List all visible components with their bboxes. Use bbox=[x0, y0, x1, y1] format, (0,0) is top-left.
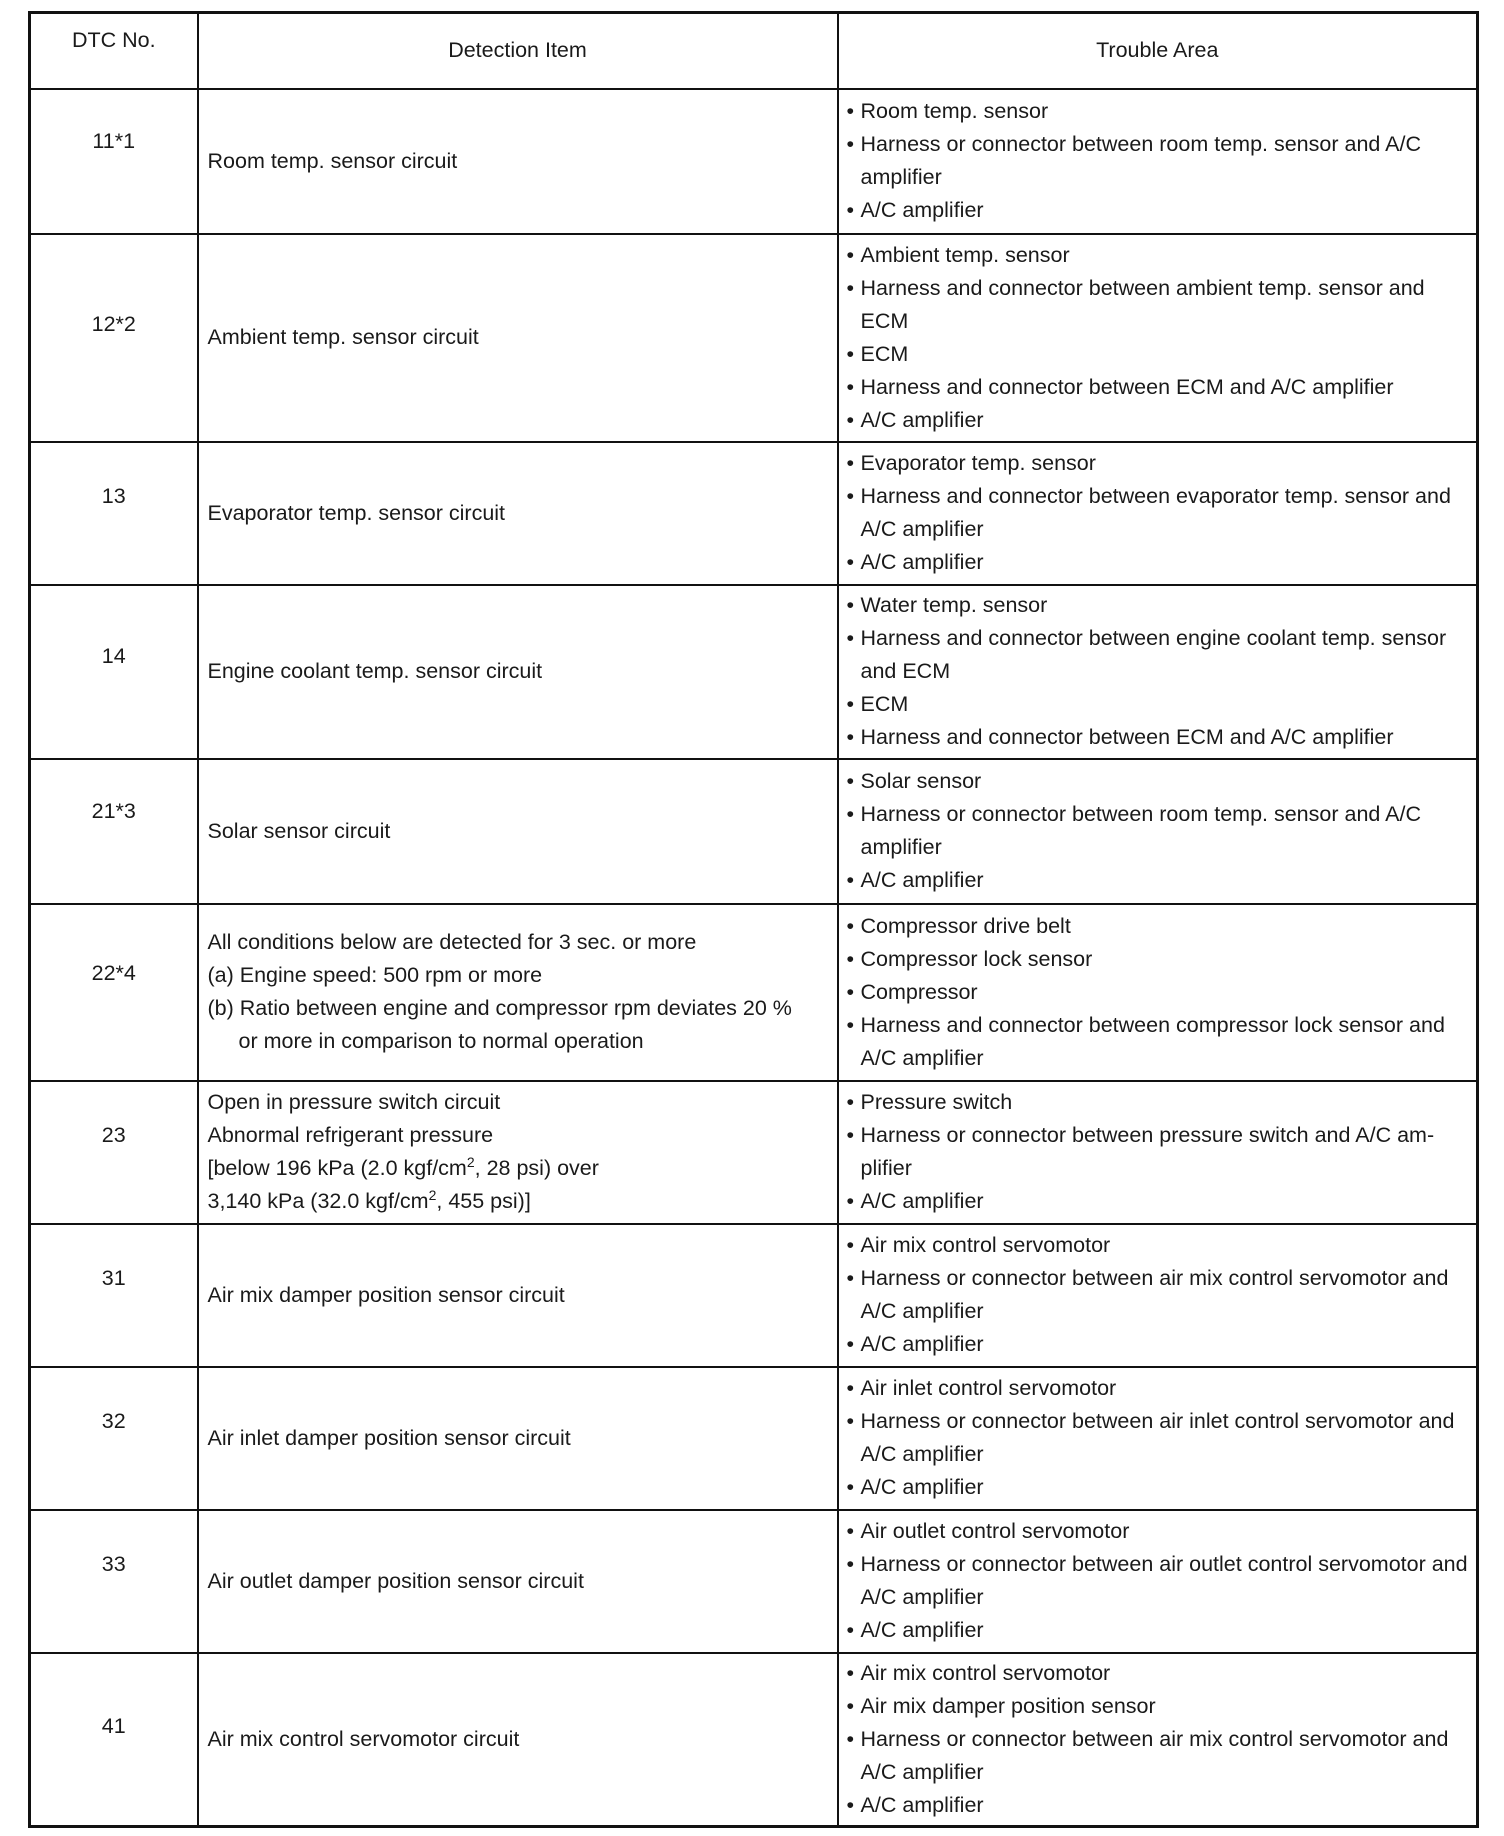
trouble-item: • Ambient temp. sensor bbox=[847, 239, 1471, 272]
table-header-row bbox=[30, 13, 1478, 89]
trouble-item: • Harness and connector between evaporator temp. sensor and A/C amplifier bbox=[847, 480, 1471, 546]
pressure-high-suffix: , 455 psi)] bbox=[436, 1189, 531, 1213]
trouble-item: • A/C amplifier bbox=[847, 864, 1471, 897]
trouble-area bbox=[838, 1653, 1478, 1827]
detection-line: Evaporator temp. sensor circuit bbox=[207, 500, 506, 525]
trouble-item: • A/C amplifier bbox=[847, 194, 1471, 227]
header-trouble-area: Trouble Area bbox=[838, 13, 1478, 89]
trouble-item: • Harness and connector between ECM and A/C amplifier bbox=[847, 721, 1471, 754]
pressure-low-line bbox=[208, 1152, 829, 1185]
superscript-2: 2 bbox=[466, 1153, 475, 1170]
dtc-code: 23 bbox=[30, 1081, 198, 1224]
detection-item bbox=[198, 1367, 838, 1510]
detection-item bbox=[198, 585, 838, 759]
detection-item bbox=[198, 1224, 838, 1367]
trouble-item: • Harness or connector between air outlet control servomotor and A/C amplifier bbox=[847, 1548, 1471, 1614]
detection-line: All conditions below are detected for 3 sec. or more bbox=[207, 930, 697, 954]
trouble-item: • Compressor drive belt bbox=[847, 910, 1471, 943]
detection-item bbox=[198, 1081, 838, 1224]
trouble-item: • Harness and connector between engine coolant temp. sensor and ECM bbox=[847, 622, 1471, 688]
dtc-code: 22*4 bbox=[30, 904, 198, 1081]
superscript-2: 2 bbox=[428, 1186, 437, 1203]
trouble-item: • A/C amplifier bbox=[847, 546, 1471, 579]
pressure-high-prefix: 3,140 kPa (32.0 kgf/cm bbox=[207, 1189, 429, 1213]
dtc-code: 31 bbox=[30, 1224, 198, 1367]
trouble-item: • Harness and connector between ambient temp. sensor and ECM bbox=[847, 272, 1471, 338]
trouble-area bbox=[838, 1510, 1478, 1653]
detection-line: Ambient temp. sensor circuit bbox=[207, 325, 479, 349]
trouble-item: • Air mix control servomotor bbox=[847, 1229, 1471, 1262]
dtc-table bbox=[28, 11, 1479, 1828]
table-row bbox=[30, 1224, 1478, 1367]
trouble-item: • Harness or connector between air mix control servomotor and A/C amplifier bbox=[847, 1262, 1471, 1328]
trouble-item: • Room temp. sensor bbox=[847, 95, 1471, 128]
trouble-item: • Air outlet control servomotor bbox=[847, 1515, 1471, 1548]
trouble-item: • Harness or connector between room temp. sensor and A/C amplifier bbox=[847, 128, 1471, 194]
trouble-area bbox=[838, 89, 1478, 234]
detection-item bbox=[198, 904, 838, 1081]
trouble-item: • Harness or connector between air inlet control servomotor and A/C amplifier bbox=[847, 1405, 1471, 1471]
detection-line: Air mix damper position sensor circuit bbox=[207, 1282, 565, 1307]
trouble-item: • A/C amplifier bbox=[847, 1614, 1471, 1647]
trouble-area bbox=[838, 904, 1478, 1081]
dtc-code: 11*1 bbox=[30, 89, 198, 234]
table-row bbox=[30, 759, 1478, 904]
dtc-code: 14 bbox=[30, 585, 198, 759]
trouble-item: • Harness and connector between ECM and A/C amplifier bbox=[847, 371, 1471, 404]
trouble-item: • Pressure switch bbox=[847, 1086, 1471, 1119]
dtc-code: 41 bbox=[30, 1653, 198, 1827]
trouble-area bbox=[838, 1367, 1478, 1510]
table-row bbox=[30, 234, 1478, 442]
table-row bbox=[30, 585, 1478, 759]
detection-item bbox=[198, 234, 838, 442]
detection-item bbox=[198, 89, 838, 234]
trouble-item: • Harness and connector between compressor lock sensor and A/C amplifier bbox=[847, 1009, 1471, 1075]
detection-item bbox=[198, 442, 838, 585]
header-dtc-no: DTC No. bbox=[30, 13, 198, 89]
detection-item bbox=[198, 1653, 838, 1827]
detection-line: Air mix control servomotor circuit bbox=[207, 1726, 520, 1751]
trouble-item: • Harness or connector between air mix control servomotor and A/C amplifier bbox=[847, 1723, 1471, 1789]
table-row bbox=[30, 442, 1478, 585]
trouble-item: • Air mix control servomotor bbox=[847, 1657, 1471, 1690]
trouble-area bbox=[838, 234, 1478, 442]
detection-line: Room temp. sensor circuit bbox=[207, 148, 458, 173]
detection-line: Air outlet damper position sensor circuit bbox=[207, 1568, 584, 1593]
table-row bbox=[30, 1081, 1478, 1224]
detection-line: (a) Engine speed: 500 rpm or more bbox=[207, 963, 543, 987]
trouble-area bbox=[838, 1224, 1478, 1367]
pressure-high-line bbox=[208, 1185, 829, 1218]
table-row bbox=[30, 89, 1478, 234]
trouble-item: • Compressor bbox=[847, 976, 1471, 1009]
trouble-item: • A/C amplifier bbox=[847, 1789, 1471, 1822]
dtc-code: 32 bbox=[30, 1367, 198, 1510]
detection-line: Open in pressure switch circuit bbox=[207, 1090, 501, 1114]
dtc-code: 12*2 bbox=[30, 234, 198, 442]
detection-line: Air inlet damper position sensor circuit bbox=[207, 1425, 571, 1450]
trouble-item: • ECM bbox=[847, 688, 1471, 721]
table-row bbox=[30, 1510, 1478, 1653]
detection-line: Engine coolant temp. sensor circuit bbox=[207, 659, 543, 683]
trouble-item: • A/C amplifier bbox=[847, 1471, 1471, 1504]
pressure-low-prefix: [below 196 kPa (2.0 kgf/cm bbox=[207, 1156, 467, 1180]
trouble-item: • ECM bbox=[847, 338, 1471, 371]
dtc-code: 33 bbox=[30, 1510, 198, 1653]
trouble-area bbox=[838, 759, 1478, 904]
trouble-area bbox=[838, 1081, 1478, 1224]
trouble-item: • A/C amplifier bbox=[847, 404, 1471, 437]
header-detection-item: Detection Item bbox=[198, 13, 838, 89]
trouble-item: • Air mix damper position sensor bbox=[847, 1690, 1471, 1723]
detection-line: Solar sensor circuit bbox=[207, 818, 391, 843]
table-row bbox=[30, 1367, 1478, 1510]
dtc-code: 21*3 bbox=[30, 759, 198, 904]
detection-line: or more in comparison to normal operation bbox=[238, 1029, 644, 1053]
trouble-item: • A/C amplifier bbox=[847, 1185, 1471, 1218]
detection-item bbox=[198, 759, 838, 904]
trouble-item: • Evaporator temp. sensor bbox=[847, 447, 1471, 480]
dtc-code: 13 bbox=[30, 442, 198, 585]
trouble-item: • Water temp. sensor bbox=[847, 589, 1471, 622]
trouble-item: • Harness or connector between room temp. sensor and A/C amplifier bbox=[847, 798, 1471, 864]
trouble-item: • Air inlet control servomotor bbox=[847, 1372, 1471, 1405]
trouble-item: • A/C amplifier bbox=[847, 1328, 1471, 1361]
trouble-item: • Compressor lock sensor bbox=[847, 943, 1471, 976]
pressure-low-suffix: , 28 psi) over bbox=[474, 1156, 599, 1180]
trouble-item: • Harness or connector between pressure switch and A/C am- plifier bbox=[847, 1119, 1471, 1185]
detection-line: Abnormal refrigerant pressure bbox=[207, 1123, 494, 1147]
trouble-area bbox=[838, 442, 1478, 585]
trouble-area bbox=[838, 585, 1478, 759]
table-row bbox=[30, 1653, 1478, 1827]
detection-item bbox=[198, 1510, 838, 1653]
detection-line: (b) Ratio between engine and compressor rpm deviates 20 % bbox=[207, 996, 792, 1020]
trouble-item: • Solar sensor bbox=[847, 765, 1471, 798]
table-row bbox=[30, 904, 1478, 1081]
